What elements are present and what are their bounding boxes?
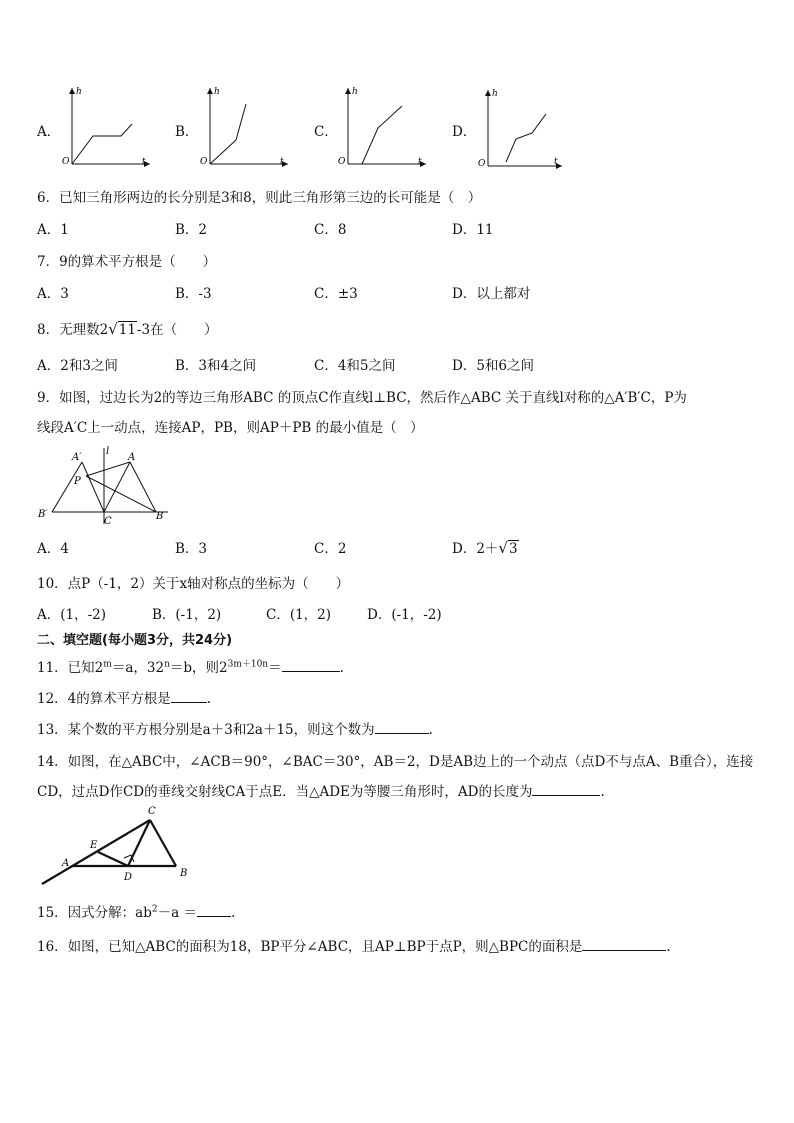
q13-text: 13．某个数的平方根分别是a＋3和2a＋15，则这个数为 bbox=[37, 722, 375, 738]
q5-option-d-letter: D． bbox=[452, 124, 477, 140]
q6-option-b: B．2 bbox=[175, 222, 208, 238]
q5-graph-d bbox=[474, 84, 570, 174]
q9-option-a: A．4 bbox=[37, 541, 69, 557]
q16-text: 16．如图，已知△ABC的面积为18，BP平分∠ABC，且AP⊥BP于点P，则△BPC的面积是 bbox=[37, 939, 583, 955]
q8-stem-suffix: -3在（ ） bbox=[136, 322, 218, 338]
q9-label-b-prime: B′ bbox=[38, 509, 48, 520]
q9-option-c: C．2 bbox=[314, 541, 347, 557]
q11-mid2: ＝b，则2 bbox=[169, 660, 228, 676]
q5-graph-a bbox=[58, 82, 154, 172]
q6-option-c: C．8 bbox=[314, 222, 347, 238]
q12-end: . bbox=[206, 691, 212, 707]
q5-d-o-label: O bbox=[478, 159, 486, 169]
q12-text: 12．4的算术平方根是 bbox=[37, 691, 171, 707]
q5-a-o-label: O bbox=[62, 157, 70, 167]
q9-label-a: A bbox=[128, 452, 136, 463]
q7-option-a: A．3 bbox=[37, 286, 69, 302]
q5-option-b-letter: B． bbox=[175, 124, 199, 140]
q14-label-a: A bbox=[62, 858, 70, 869]
q15-answer-blank[interactable] bbox=[197, 902, 231, 917]
q11-prefix: 11．已知2 bbox=[37, 660, 104, 676]
q11-sup2: n bbox=[164, 659, 170, 670]
q5-graph-c bbox=[334, 82, 430, 172]
q15-suffix: －a ＝ bbox=[157, 905, 197, 921]
q11-end: . bbox=[339, 660, 344, 676]
q9-label-p: P bbox=[74, 476, 81, 487]
q10-option-b: B．(-1，2) bbox=[152, 607, 222, 623]
q15-stem bbox=[37, 901, 235, 921]
q6-option-d: D．11 bbox=[452, 222, 494, 238]
q14-answer-blank[interactable] bbox=[532, 781, 600, 796]
section-2-title: 二、填空题(每小题3分，共24分) bbox=[37, 633, 233, 648]
q10-option-c: C．(1，2) bbox=[266, 607, 332, 623]
q12-stem bbox=[37, 687, 211, 707]
q14-figure bbox=[38, 802, 198, 890]
q13-stem bbox=[37, 718, 433, 738]
q14-line1: 14．如图，在△ABC中，∠ACB＝90°，∠BAC＝30°，AB＝2，D是AB边上的一个动点（点D不与点A、B重合），连接 bbox=[37, 754, 754, 770]
q11-suffix: ＝ bbox=[268, 660, 282, 676]
q7-option-c: C．±3 bbox=[314, 286, 358, 302]
q5-b-o-label: O bbox=[200, 157, 208, 167]
q14-line2-text: CD，过点D作CD的垂线交射线CA于点E．当△ADE为等腰三角形时，AD的长度为 bbox=[37, 784, 533, 800]
q15-sup: 2 bbox=[151, 904, 158, 915]
q5-d-t-label: t bbox=[554, 157, 558, 167]
q9-option-d-text: D．2＋ bbox=[452, 541, 499, 557]
q5-c-t-label: t bbox=[418, 157, 422, 167]
q10-stem: 10．点P（-1，2）关于x轴对称点的坐标为（ ） bbox=[37, 576, 350, 592]
q9-option-d: D．2＋√3 bbox=[452, 539, 518, 557]
q14-label-d: D bbox=[124, 872, 133, 883]
q5-b-t-label: t bbox=[280, 157, 284, 167]
q7-option-d: D．以上都对 bbox=[452, 286, 531, 302]
q14-label-b: B bbox=[180, 868, 188, 879]
q11-sup1: m bbox=[103, 659, 112, 670]
q5-b-h-label: h bbox=[214, 87, 220, 97]
q13-end: . bbox=[428, 722, 433, 738]
q14-label-e: E bbox=[90, 840, 98, 851]
q11-stem bbox=[37, 656, 344, 676]
q12-answer-blank[interactable] bbox=[171, 688, 207, 703]
q11-mid1: ＝a，32 bbox=[111, 660, 165, 676]
q5-d-h-label: h bbox=[492, 89, 498, 99]
q8-stem-prefix: 8．无理数2 bbox=[37, 322, 109, 338]
q16-end: . bbox=[666, 939, 671, 955]
q9-label-c: C bbox=[104, 516, 112, 527]
q10-option-a: A．(1，-2) bbox=[37, 607, 107, 623]
q7-stem: 7．9的算术平方根是（ ） bbox=[37, 254, 217, 270]
q15-prefix: 15．因式分解：ab bbox=[37, 905, 152, 921]
q14-label-c: C bbox=[148, 806, 156, 817]
q5-option-c-letter: C． bbox=[314, 124, 338, 140]
q11-sup3: 3m＋10n bbox=[227, 659, 269, 670]
q5-option-a-letter: A． bbox=[37, 124, 61, 140]
q8-option-c: C．4和5之间 bbox=[314, 358, 396, 374]
q9-option-d-radicand: 3 bbox=[508, 541, 518, 557]
q8-radicand: 11 bbox=[118, 322, 136, 338]
q9-label-l: l bbox=[106, 446, 110, 457]
q5-c-o-label: O bbox=[338, 157, 346, 167]
q9-label-a-prime: A′ bbox=[72, 452, 82, 463]
q15-end: . bbox=[230, 905, 236, 921]
q7-option-b: B．-3 bbox=[175, 286, 212, 302]
q8-option-d: D．5和6之间 bbox=[452, 358, 535, 374]
q6-stem: 6．已知三角形两边的长分别是3和8，则此三角形第三边的长可能是（ ） bbox=[37, 190, 482, 206]
q5-c-h-label: h bbox=[352, 87, 358, 97]
q9-figure bbox=[34, 444, 174, 528]
q9-line1: 9．如图，过边长为2的等边三角形ABC 的顶点C作直线l⊥BC，然后作△ABC 关于直线l对称的△A′B′C，P为 bbox=[37, 390, 687, 406]
q13-answer-blank[interactable] bbox=[375, 719, 429, 734]
q16-stem bbox=[37, 935, 671, 955]
q16-answer-blank[interactable] bbox=[582, 936, 666, 951]
q8-stem: 8．无理数2√11-3在（ ） bbox=[37, 320, 218, 338]
q9-label-b: B bbox=[156, 511, 164, 522]
q10-option-d: D．(-1，-2) bbox=[367, 607, 442, 623]
q6-option-a: A．1 bbox=[37, 222, 69, 238]
q5-graph-b bbox=[196, 82, 292, 172]
q11-answer-blank[interactable] bbox=[282, 657, 340, 672]
q14-line2 bbox=[37, 780, 605, 800]
q5-a-t-label: t bbox=[142, 157, 146, 167]
q8-option-a: A．2和3之间 bbox=[37, 358, 118, 374]
q8-option-b: B．3和4之间 bbox=[175, 358, 257, 374]
q14-end: . bbox=[600, 784, 605, 800]
q9-line2: 线段A′C上一动点，连接AP，PB，则AP＋PB 的最小值是（ ） bbox=[37, 420, 424, 436]
q5-a-h-label: h bbox=[76, 87, 82, 97]
q9-option-b: B．3 bbox=[175, 541, 208, 557]
